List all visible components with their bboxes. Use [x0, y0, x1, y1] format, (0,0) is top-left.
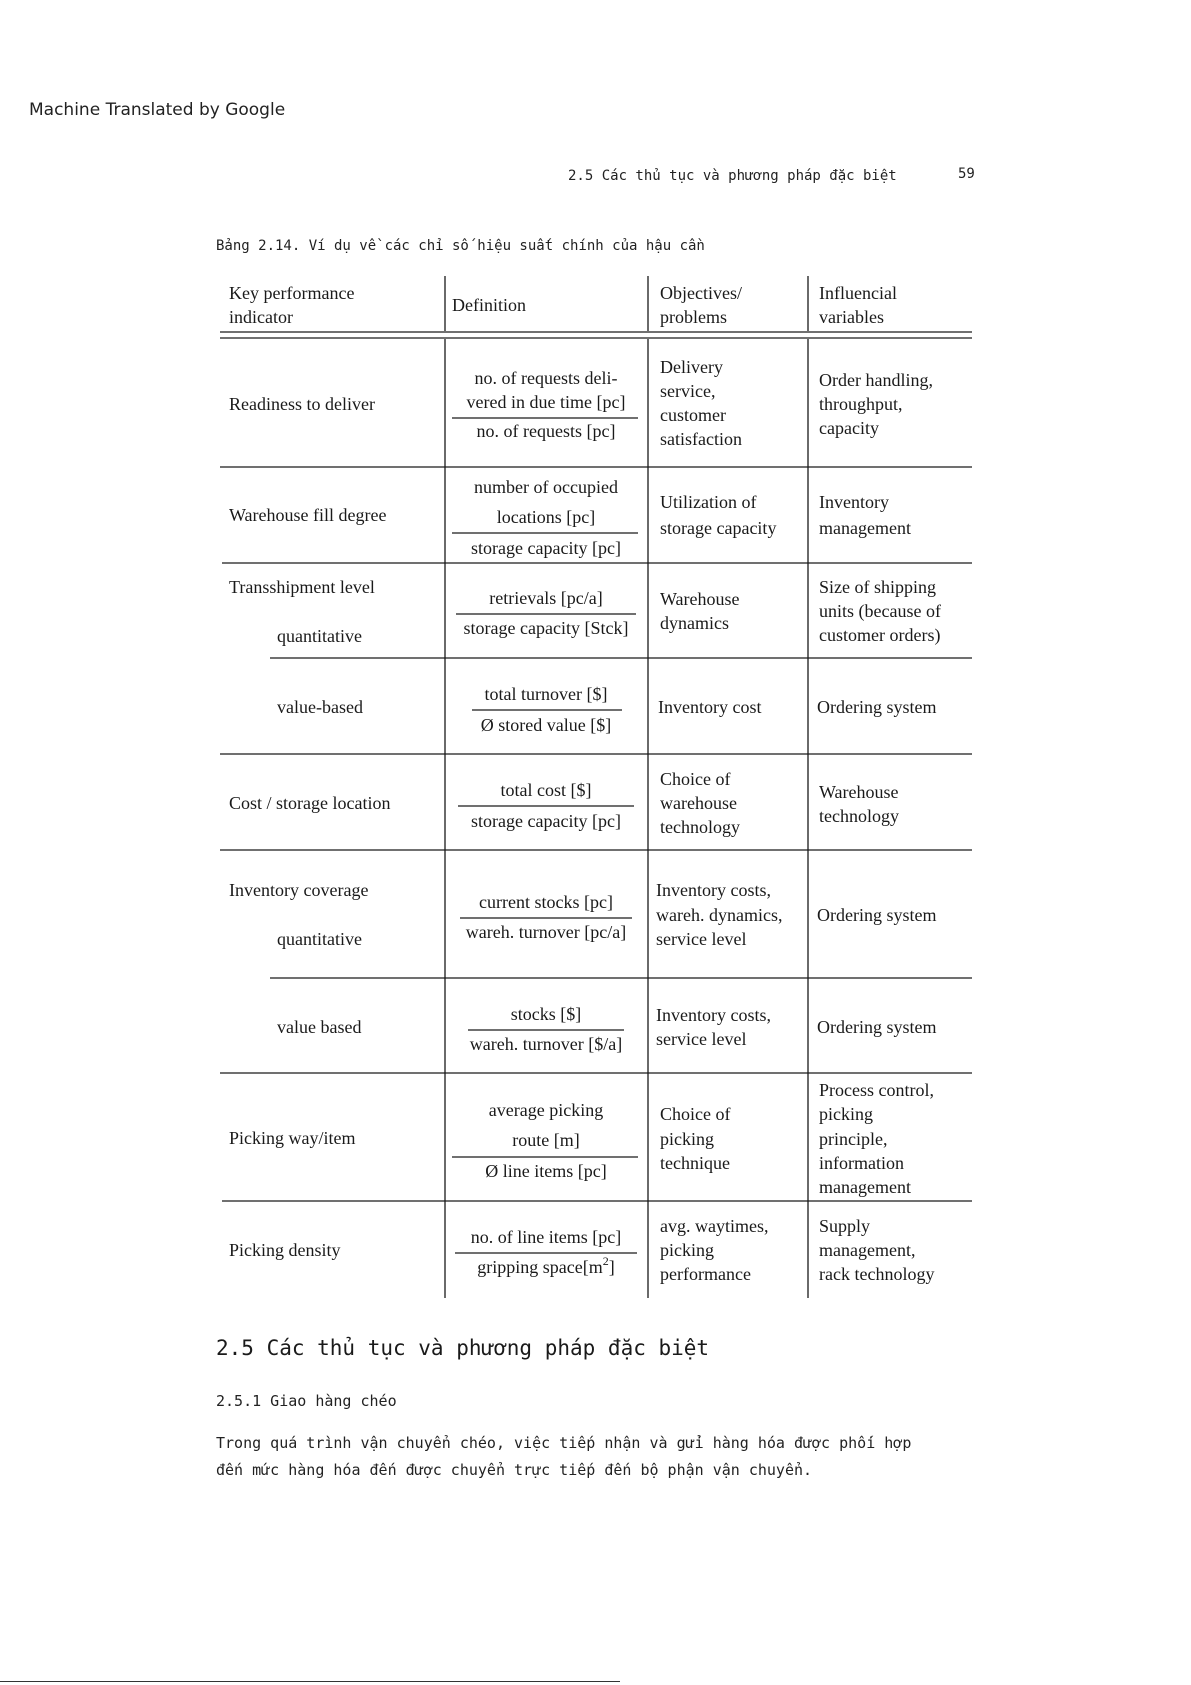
variables-cell: Order handling, [819, 370, 933, 390]
kpi-cell: value-based [277, 697, 363, 717]
definition-denominator: gripping $space[m^2]$ [477, 1254, 615, 1277]
variables-cell: principle, [819, 1129, 888, 1149]
objectives-cell: Inventory cost [658, 697, 762, 717]
table-row [229, 769, 899, 837]
definition-denominator: storage capacity [pc] [471, 538, 621, 558]
variables-cell: picking [819, 1104, 873, 1124]
objectives-cell: technique [660, 1153, 730, 1173]
objectives-cell: service, [660, 381, 716, 401]
definition-denominator: no. of requests [pc] [476, 421, 616, 441]
kpi-cell: quantitative [277, 626, 362, 646]
objectives-cell: service level [656, 1029, 747, 1049]
kpi-cell: value based [277, 1017, 362, 1037]
definition-denominator: Ø stored value [$] [480, 715, 612, 735]
variables-cell: capacity [819, 418, 879, 438]
variables-cell: throughput, [819, 394, 903, 414]
variables-cell: Size of shipping [819, 577, 936, 597]
kpi-cell: quantitative [277, 929, 362, 949]
objectives-cell: avg. waytimes, [660, 1216, 769, 1236]
objectives-cell: wareh. dynamics, [656, 905, 783, 925]
variables-cell: management, [819, 1240, 916, 1260]
table-header [229, 283, 897, 327]
variables-cell: Ordering system [817, 697, 937, 717]
table-caption: Bảng 2.14. Ví dụ về các chỉ số hiệu suất chính của hậu cần [216, 238, 705, 254]
table-row [229, 477, 911, 558]
footer-rule [0, 1681, 620, 1682]
objectives-cell: performance [660, 1264, 751, 1284]
objectives-cell: picking [660, 1240, 714, 1260]
kpi-cell: Cost / storage location [229, 793, 391, 813]
objectives-cell: Choice of [660, 769, 731, 789]
kpi-cell: Picking density [229, 1240, 341, 1260]
definition-denominator: storage capacity [pc] [471, 811, 621, 831]
body-line: đến mức hàng hóa đến được chuyển trực tiếp đến bộ phận vận chuyển. [216, 1461, 813, 1479]
variables-cell: Warehouse [819, 782, 899, 802]
table-row [277, 1004, 936, 1054]
running-head: 2.5 Các thủ tục và phương pháp đặc biệt [568, 168, 897, 184]
table-row [229, 577, 941, 646]
header-objectives: problems [660, 307, 727, 327]
table-row [229, 880, 936, 949]
objectives-cell: satisfaction [660, 429, 742, 449]
kpi-cell: Readiness to deliver [229, 394, 375, 414]
header-variables: variables [819, 307, 884, 327]
objectives-cell: Inventory costs, [656, 880, 771, 900]
kpi-cell: Transshipment level [229, 577, 375, 597]
definition-numerator: current stocks [pc] [479, 892, 613, 912]
definition-numerator: average picking [488, 1100, 604, 1120]
definition-numerator: stocks [$] [510, 1004, 582, 1024]
variables-cell: management [819, 518, 911, 538]
objectives-cell: customer [660, 405, 726, 425]
kpi-cell: Picking way/item [229, 1128, 356, 1148]
definition-numerator: total turnover [$] [484, 684, 608, 704]
variables-cell: Inventory [819, 492, 889, 512]
header-kpi: Key performance [229, 283, 355, 303]
header-variables: Influencial [819, 283, 897, 303]
definition-numerator: no. of requests deli- [474, 368, 618, 388]
objectives-cell: dynamics [660, 613, 729, 633]
definition-denominator: storage capacity [Stck] [463, 618, 629, 638]
header-kpi: indicator [229, 307, 293, 327]
definition-denominator: wareh. turnover [$/a] [469, 1034, 623, 1054]
variables-cell: Supply [819, 1216, 871, 1236]
objectives-cell: warehouse [660, 793, 737, 813]
variables-cell: units (because of [819, 601, 941, 621]
definition-numerator: total cost [$] [500, 780, 592, 800]
definition-numerator: no. of line items [pc] [470, 1227, 622, 1247]
subsection-title: 2.5.1 Giao hàng chéo [216, 1392, 397, 1410]
table-row [229, 357, 933, 449]
variables-cell: information [819, 1153, 904, 1173]
objectives-cell: picking [660, 1129, 714, 1149]
objectives-cell: storage capacity [660, 518, 777, 538]
section-title: 2.5 Các thủ tục và phương pháp đặc biệt [216, 1336, 710, 1360]
page-number: 59 [958, 166, 975, 182]
table-row [229, 1080, 934, 1197]
variables-cell: technology [819, 806, 899, 826]
table-row [277, 684, 936, 735]
kpi-cell: Inventory coverage [229, 880, 369, 900]
objectives-cell: Choice of [660, 1104, 731, 1124]
machine-translated-label: Machine Translated by Google [29, 100, 286, 120]
table-grid [220, 276, 972, 1298]
objectives-cell: Delivery [660, 357, 723, 377]
variables-cell: Ordering system [817, 905, 937, 925]
objectives-cell: Inventory costs, [656, 1005, 771, 1025]
objectives-cell: technology [660, 817, 740, 837]
body-paragraph [216, 1430, 976, 1484]
objectives-cell: service level [656, 929, 747, 949]
objectives-cell: Warehouse [660, 589, 740, 609]
definition-numerator: vered in due time [pc] [466, 392, 626, 412]
definition-numerator: locations [pc] [496, 507, 596, 527]
variables-cell: Process control, [819, 1080, 934, 1100]
objectives-cell: Utilization of [660, 492, 757, 512]
table-row [229, 1216, 934, 1284]
variables-cell: customer orders) [819, 625, 941, 645]
variables-cell: Ordering system [817, 1017, 937, 1037]
body-line: Trong quá trình vận chuyển chéo, việc tiếp nhận và gửi hàng hóa được phối hợp [216, 1434, 912, 1452]
definition-denominator: Ø line items [pc] [485, 1161, 607, 1181]
variables-cell: management [819, 1177, 911, 1197]
header-objectives: Objectives/ [660, 283, 742, 303]
definition-denominator: wareh. turnover [pc/a] [465, 922, 627, 942]
header-definition: Definition [452, 295, 526, 315]
variables-cell: rack technology [819, 1264, 935, 1284]
kpi-cell: Warehouse fill degree [229, 505, 387, 525]
definition-numerator: number of occupied [474, 477, 618, 497]
definition-numerator: retrievals [pc/a] [489, 588, 603, 608]
definition-numerator: route [m] [512, 1130, 580, 1150]
